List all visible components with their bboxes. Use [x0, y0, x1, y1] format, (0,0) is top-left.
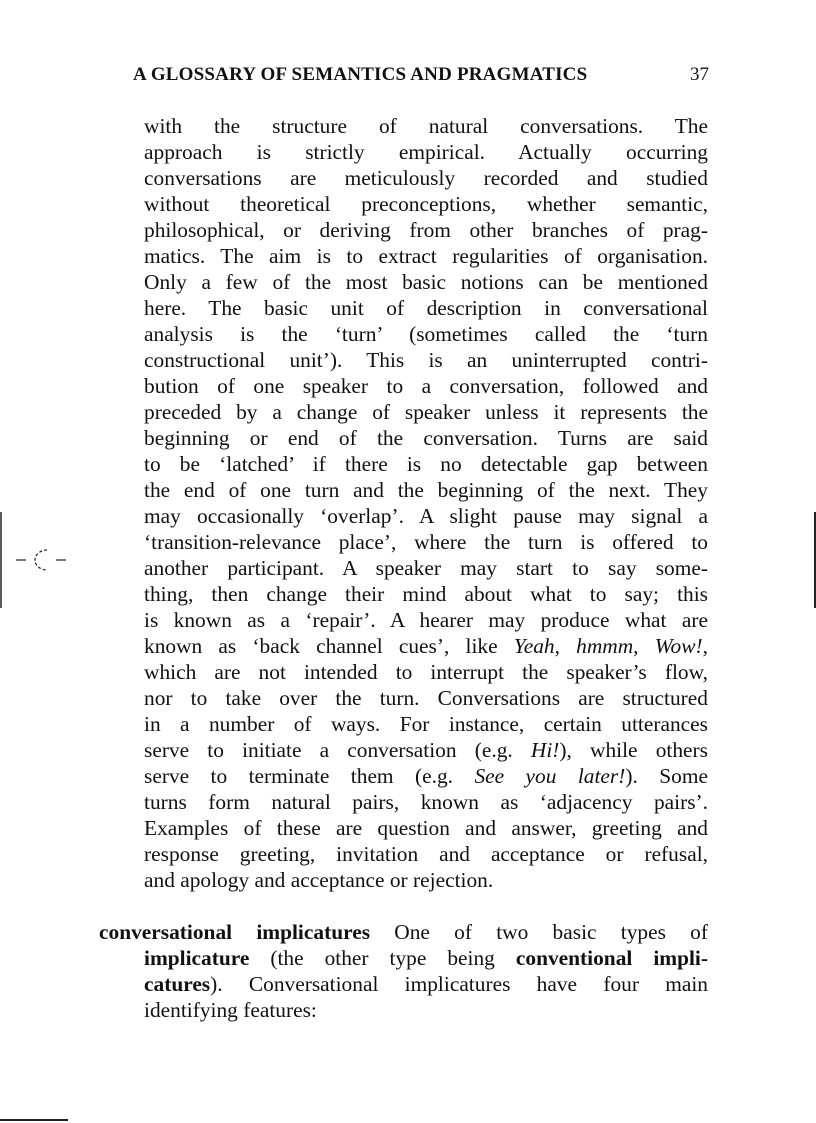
cross-reference: catures: [144, 972, 211, 996]
conversation-analysis-paragraph: [144, 113, 708, 893]
text-fragment: ). Conversational implicatures have four main: [210, 972, 708, 996]
text-line: preceded by a change of speaker unless it represents the: [144, 400, 708, 424]
text-line: [144, 945, 708, 971]
page-number: 37: [690, 64, 709, 85]
italic-example: See you later!: [474, 764, 626, 788]
text-line: without theoretical preconceptions, whether semantic,: [144, 192, 708, 216]
cross-reference: conventional impli-: [515, 946, 709, 970]
text-line: here. The basic unit of description in conversational: [144, 296, 708, 320]
text-line: nor to take over the turn. Conversations are structured: [144, 686, 708, 710]
text-line: to be ‘latched’ if there is no detectable gap between: [144, 452, 708, 476]
text-line: thing, then change their mind about what to say; this: [144, 582, 708, 606]
text-fragment: ), while others: [559, 738, 708, 762]
text-line: with the structure of natural conversations. The: [144, 114, 708, 138]
running-head: [133, 63, 709, 87]
text-line: philosophical, or deriving from other branches of prag-: [144, 218, 708, 242]
italic-example: Hi!: [530, 738, 560, 762]
text-line: bution of one speaker to a conversation, followed and: [144, 374, 708, 398]
text-fragment: ). Some: [625, 764, 708, 788]
cross-reference: implicature: [144, 946, 250, 970]
entry-first-line: [99, 919, 708, 945]
text-line: matics. The aim is to extract regularities of organisation.: [144, 244, 708, 268]
text-line: and apology and acceptance or rejection.: [144, 868, 494, 892]
text-line: turns form natural pairs, known as ‘adjacency pairs’.: [144, 790, 708, 814]
text-fragment: ,: [702, 634, 708, 658]
text-line: analysis is the ‘turn’ (sometimes called the ‘turn: [144, 322, 708, 346]
crop-mark-icon: [0, 512, 70, 608]
text-fragment: (the other type being: [249, 946, 516, 970]
text-line: [144, 971, 708, 997]
text-line: [144, 633, 708, 659]
text-line: approach is strictly empirical. Actually occurring: [144, 140, 708, 164]
text-line: constructional unit’). This is an uninterrupted contri-: [144, 348, 708, 372]
footer-rule: [0, 1119, 68, 1121]
text-fragment: serve to terminate them (e.g.: [144, 764, 475, 788]
text-fragment: serve to initiate a conversation (e.g.: [144, 738, 531, 762]
text-line: Examples of these are question and answer, greeting and: [144, 816, 708, 840]
text-line: another participant. A speaker may start to say some-: [144, 556, 708, 580]
text-line: conversations are meticulously recorded and studied: [144, 166, 708, 190]
text-fragment: known as ‘back channel cues’, like: [144, 634, 514, 658]
text-line: is known as a ‘repair’. A hearer may produce what are: [144, 608, 708, 632]
text-line: the end of one turn and the beginning of the next. They: [144, 478, 708, 502]
italic-example: Yeah, hmmm, Wow!: [513, 634, 703, 658]
text-line: [144, 763, 708, 789]
text-line: may occasionally ‘overlap’. A slight pause may signal a: [144, 504, 708, 528]
text-line: beginning or end of the conversation. Turns are said: [144, 426, 708, 450]
entry-headword: conversational implicatures: [99, 920, 371, 944]
glossary-entry-conversational-implicatures: [99, 919, 708, 1023]
running-head-title: A GLOSSARY OF SEMANTICS AND PRAGMATICS: [133, 64, 588, 85]
text-line: [144, 737, 708, 763]
text-line: which are not intended to interrupt the speaker’s flow,: [144, 660, 708, 684]
text-line: in a number of ways. For instance, certain utterances: [144, 712, 708, 736]
text-line: Only a few of the most basic notions can be mentioned: [144, 270, 708, 294]
text-line: identifying features:: [144, 998, 317, 1022]
text-line: response greeting, invitation and acceptance or refusal,: [144, 842, 708, 866]
text-line: ‘transition-relevance place’, where the turn is offered to: [144, 530, 708, 554]
text-fragment: One of two basic types of: [394, 920, 708, 944]
